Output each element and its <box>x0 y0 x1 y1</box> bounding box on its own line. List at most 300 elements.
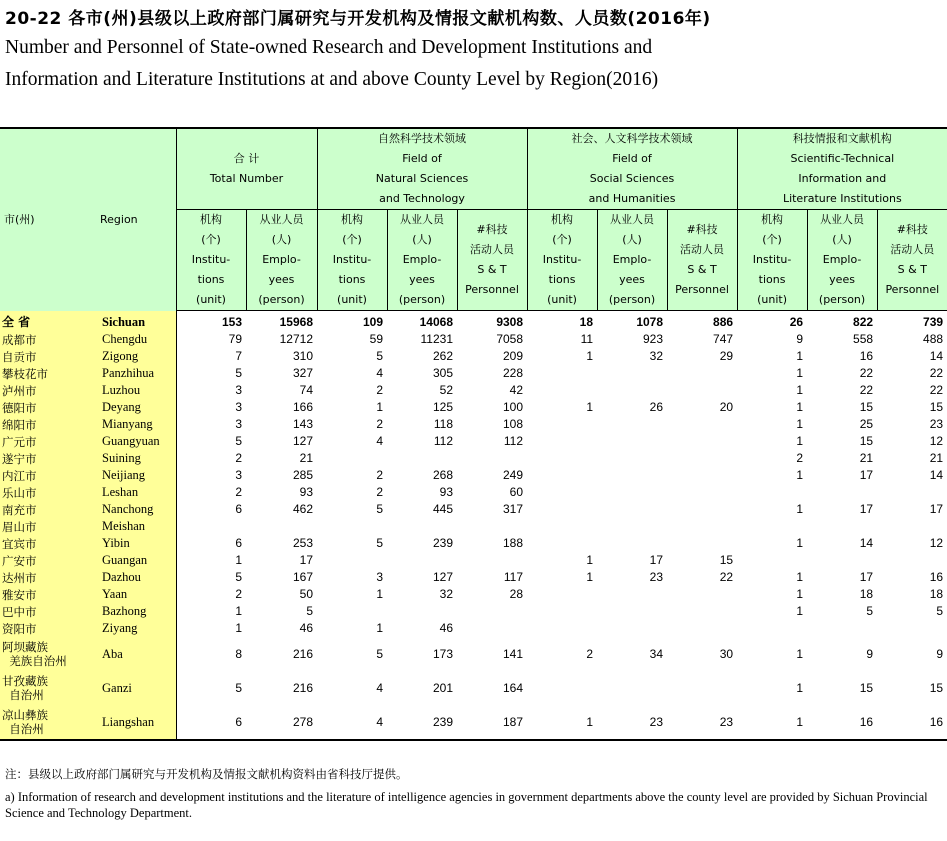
data-cell: 42 <box>509 383 524 397</box>
data-cell: 16 <box>859 349 874 363</box>
table-row <box>0 637 947 671</box>
region-name-en: Luzhou <box>90 382 176 399</box>
data-cell: 93 <box>299 485 313 499</box>
data-cell: 2 <box>586 646 594 661</box>
data-cell: 1 <box>235 621 242 635</box>
data-cell: 20 <box>719 400 734 414</box>
city-name-cn: 德阳市 <box>0 399 90 416</box>
data-cell <box>387 552 457 569</box>
data-cell: 5 <box>936 604 944 618</box>
data-cell: 21 <box>929 451 944 465</box>
city-name-cn: 内江市 <box>0 467 90 484</box>
data-cell: 1 <box>376 587 383 601</box>
data-cell: 26 <box>649 400 664 414</box>
data-cell: 15 <box>929 400 944 414</box>
data-cell: 5 <box>376 502 383 516</box>
data-cell: 1 <box>796 536 804 550</box>
data-cell: 14 <box>929 349 944 363</box>
data-cell: 22 <box>929 383 944 397</box>
data-cell: 164 <box>503 680 524 695</box>
data-cell <box>527 501 597 518</box>
social-st-personnel-header: #科技 活动人员 S & T Personnel <box>667 210 737 311</box>
data-cell: 166 <box>292 400 313 414</box>
data-cell: 17 <box>859 468 874 482</box>
data-cell: 12 <box>929 434 944 448</box>
data-cell: 3 <box>235 400 242 414</box>
data-cell: 5 <box>376 536 383 550</box>
data-cell <box>527 433 597 450</box>
data-cell: 1 <box>796 349 804 363</box>
data-cell: 239 <box>432 536 453 550</box>
data-cell: 74 <box>299 383 313 397</box>
data-cell: 1 <box>796 400 804 414</box>
data-cell: 18 <box>859 587 874 601</box>
city-name-cn: 雅安市 <box>0 586 90 603</box>
table-row <box>0 552 947 569</box>
data-cell: 141 <box>503 646 524 661</box>
data-cell <box>527 416 597 433</box>
city-name-cn: 宜宾市 <box>0 535 90 552</box>
data-cell <box>667 365 737 382</box>
city-name-cn: 凉山彝族 自治州 <box>0 705 90 740</box>
data-cell <box>597 365 667 382</box>
table-row <box>0 433 947 450</box>
data-cell: 21 <box>299 451 313 465</box>
data-cell: 17 <box>929 502 944 516</box>
data-cell: 79 <box>228 332 242 346</box>
table-row <box>0 603 947 620</box>
region-name-en: Neijiang <box>90 467 176 484</box>
data-cell <box>667 603 737 620</box>
data-cell <box>527 467 597 484</box>
data-cell: 8 <box>235 646 242 661</box>
city-name-cn: 广元市 <box>0 433 90 450</box>
city-column-header: 市(州) <box>0 128 90 311</box>
data-cell: 18 <box>579 315 594 329</box>
data-cell <box>877 620 947 637</box>
data-cell: 1 <box>796 417 804 431</box>
data-cell: 125 <box>432 400 453 414</box>
data-cell: 2 <box>235 485 242 499</box>
data-cell: 317 <box>503 502 524 516</box>
city-name-cn: 成都市 <box>0 331 90 348</box>
city-name-cn: 巴中市 <box>0 603 90 620</box>
data-cell: 1 <box>796 366 804 380</box>
data-cell: 108 <box>503 417 524 431</box>
page-title-en-line2: Information and Literature Institutions at and above County Level by Region(2016) <box>5 69 659 90</box>
city-name-cn: 绵阳市 <box>0 416 90 433</box>
data-cell: 1 <box>737 705 807 740</box>
group-header-social-sciences: 社会、人文科学技术领域 Field of Social Sciences and Humanities <box>527 128 737 210</box>
table-row <box>0 569 947 586</box>
data-cell <box>597 518 667 535</box>
data-cell: 15 <box>719 553 734 567</box>
data-cell: 143 <box>292 417 313 431</box>
data-cell: 9 <box>796 332 804 346</box>
information-institutions-header: 机构 (个) Institu- tions (unit) <box>737 210 807 311</box>
table-header <box>0 128 947 311</box>
information-employees-header: 从业人员 (人) Emplo- yees (person) <box>807 210 877 311</box>
data-cell <box>457 552 527 569</box>
data-cell: 305 <box>432 366 453 380</box>
data-cell: 923 <box>643 332 664 346</box>
data-cell: 117 <box>503 570 524 584</box>
data-cell <box>527 450 597 467</box>
data-cell: 3 <box>376 570 383 584</box>
data-cell <box>667 671 737 705</box>
data-cell: 310 <box>292 349 313 363</box>
data-cell <box>527 620 597 637</box>
data-cell: 5 <box>235 434 242 448</box>
data-cell: 21 <box>859 451 874 465</box>
data-cell: 2 <box>235 587 242 601</box>
data-cell: 17 <box>859 502 874 516</box>
data-cell: 1 <box>796 468 804 482</box>
region-name-en: Liangshan <box>90 705 176 740</box>
table-row <box>0 705 947 740</box>
data-cell: 1 <box>796 587 804 601</box>
region-name-en: Guangan <box>90 552 176 569</box>
table-row <box>0 671 947 705</box>
region-name-en: Nanchong <box>90 501 176 518</box>
data-cell <box>877 552 947 569</box>
data-cell <box>597 382 667 399</box>
data-cell <box>597 620 667 637</box>
data-cell: 3 <box>235 468 242 482</box>
data-cell <box>597 484 667 501</box>
data-cell <box>667 535 737 552</box>
data-cell <box>457 450 527 467</box>
data-cell: 6 <box>235 536 242 550</box>
region-name-en: Deyang <box>90 399 176 416</box>
table-row <box>0 348 947 365</box>
data-cell: 17 <box>299 553 313 567</box>
page-title-en-line1: Number and Personnel of State-owned Research and Development Institutions and <box>5 37 653 58</box>
data-cell <box>597 450 667 467</box>
data-cell: 22 <box>929 366 944 380</box>
region-name-en: Bazhong <box>90 603 176 620</box>
data-cell: 9 <box>866 646 874 661</box>
table-row <box>0 501 947 518</box>
data-cell: 2 <box>376 485 383 499</box>
data-cell: 46 <box>299 621 313 635</box>
data-cell <box>317 450 387 467</box>
data-cell <box>317 518 387 535</box>
natural-institutions-header: 机构 (个) Institu- tions (unit) <box>317 210 387 311</box>
region-column-header: Region <box>90 128 176 311</box>
information-st-personnel-header: #科技 活动人员 S & T Personnel <box>877 210 947 311</box>
data-cell <box>597 535 667 552</box>
data-cell: 239 <box>387 705 457 740</box>
data-cell: 112 <box>503 434 524 448</box>
data-cell: 14 <box>929 468 944 482</box>
region-name-en: Dazhou <box>90 569 176 586</box>
data-cell: 9 <box>936 646 944 661</box>
data-cell: 285 <box>292 468 313 482</box>
data-cell: 153 <box>221 315 242 329</box>
data-cell <box>667 433 737 450</box>
data-cell <box>597 433 667 450</box>
data-cell: 739 <box>923 315 944 329</box>
table-row <box>0 416 947 433</box>
data-cell: 18 <box>929 587 944 601</box>
data-cell <box>807 552 877 569</box>
footnote-cn: 注：县级以上政府部门属研究与开发机构及情报文献机构资料由省科技厅提供。 <box>5 767 408 781</box>
table-row <box>0 467 947 484</box>
data-cell: 5 <box>235 680 242 695</box>
data-cell: 17 <box>649 553 664 567</box>
data-cell: 60 <box>509 485 524 499</box>
data-cell: 16 <box>807 705 877 740</box>
data-cell: 9308 <box>496 315 524 329</box>
natural-employees-header: 从业人员 (人) Emplo- yees (person) <box>387 210 457 311</box>
data-cell: 488 <box>923 332 944 346</box>
data-cell: 187 <box>457 705 527 740</box>
data-cell: 1 <box>586 400 594 414</box>
city-name-cn: 乐山市 <box>0 484 90 501</box>
data-cell: 228 <box>503 366 524 380</box>
data-cell: 15 <box>859 400 874 414</box>
data-cell <box>457 620 527 637</box>
data-cell: 5 <box>235 570 242 584</box>
data-cell: 15 <box>859 680 874 695</box>
data-cell: 25 <box>859 417 874 431</box>
data-cell <box>457 603 527 620</box>
table-row <box>0 365 947 382</box>
data-cell: 1078 <box>636 315 664 329</box>
data-cell <box>667 518 737 535</box>
city-name-cn: 全 省 <box>0 311 90 332</box>
data-cell: 118 <box>433 417 453 431</box>
city-name-cn: 资阳市 <box>0 620 90 637</box>
data-cell: 216 <box>292 646 313 661</box>
region-name-en: Ganzi <box>90 671 176 705</box>
data-cell <box>597 501 667 518</box>
data-cell: 28 <box>509 587 524 601</box>
data-cell: 2 <box>376 417 383 431</box>
data-cell: 3 <box>235 383 242 397</box>
data-cell: 15968 <box>279 315 313 329</box>
data-cell: 16 <box>929 570 944 584</box>
data-cell: 6 <box>176 705 246 740</box>
data-cell <box>807 484 877 501</box>
data-cell <box>457 518 527 535</box>
data-cell: 1 <box>796 570 804 584</box>
city-name-cn: 广安市 <box>0 552 90 569</box>
data-cell: 253 <box>292 536 313 550</box>
data-cell <box>527 603 597 620</box>
data-cell: 1 <box>235 604 242 618</box>
social-employees-header: 从业人员 (人) Emplo- yees (person) <box>597 210 667 311</box>
data-cell: 14068 <box>419 315 453 329</box>
data-cell <box>737 620 807 637</box>
data-cell: 22 <box>859 383 874 397</box>
data-cell: 52 <box>439 383 453 397</box>
data-cell: 46 <box>439 621 453 635</box>
data-cell <box>527 535 597 552</box>
data-cell: 1 <box>527 705 597 740</box>
data-cell <box>387 518 457 535</box>
data-cell: 173 <box>432 646 453 661</box>
region-name-en: Yaan <box>90 586 176 603</box>
data-cell <box>317 552 387 569</box>
data-cell: 1 <box>796 604 804 618</box>
data-cell: 30 <box>719 646 734 661</box>
data-cell: 11 <box>580 332 594 346</box>
data-cell: 23 <box>649 570 664 584</box>
data-cell: 1 <box>796 383 804 397</box>
table-row <box>0 382 947 399</box>
data-cell: 209 <box>503 349 524 363</box>
data-cell <box>667 450 737 467</box>
data-cell: 249 <box>503 468 524 482</box>
data-cell: 12712 <box>279 332 313 346</box>
data-cell: 11231 <box>420 332 453 346</box>
region-name-en: Meishan <box>90 518 176 535</box>
data-cell <box>737 518 807 535</box>
city-name-cn: 甘孜藏族 自治州 <box>0 671 90 705</box>
data-cell <box>667 620 737 637</box>
data-cell: 167 <box>292 570 313 584</box>
data-cell: 5 <box>376 646 383 661</box>
data-cell: 268 <box>432 468 453 482</box>
data-cell <box>527 484 597 501</box>
data-cell: 2 <box>376 468 383 482</box>
city-name-cn: 自贡市 <box>0 348 90 365</box>
data-cell: 1 <box>376 400 383 414</box>
data-cell <box>667 484 737 501</box>
total-employees-header: 从业人员 (人) Emplo- yees (person) <box>246 210 317 311</box>
data-cell <box>807 518 877 535</box>
data-cell: 26 <box>789 315 804 329</box>
data-cell: 216 <box>292 680 313 695</box>
data-cell: 2 <box>376 383 383 397</box>
data-cell <box>387 450 457 467</box>
data-cell: 22 <box>719 570 734 584</box>
data-cell: 3 <box>235 417 242 431</box>
data-cell: 7 <box>235 349 242 363</box>
data-cell <box>597 586 667 603</box>
data-cell: 1 <box>586 553 594 567</box>
data-cell: 1 <box>235 553 242 567</box>
data-cell <box>597 467 667 484</box>
table-body <box>0 311 947 741</box>
data-cell: 15 <box>859 434 874 448</box>
data-cell <box>667 416 737 433</box>
data-cell: 59 <box>369 332 383 346</box>
data-cell: 4 <box>376 434 383 448</box>
data-cell: 23 <box>929 417 944 431</box>
data-cell <box>317 603 387 620</box>
region-name-en: Leshan <box>90 484 176 501</box>
group-header-information-institutions: 科技情报和文献机构 Scientific-Technical Information and Literature Institutions <box>737 128 947 210</box>
data-cell: 12 <box>929 536 944 550</box>
region-name-en: Ziyang <box>90 620 176 637</box>
city-name-cn: 达州市 <box>0 569 90 586</box>
data-cell: 50 <box>299 587 313 601</box>
data-cell: 127 <box>432 570 453 584</box>
region-name-en: Chengdu <box>90 331 176 348</box>
natural-st-personnel-header: #科技 活动人员 S & T Personnel <box>457 210 527 311</box>
data-cell: 5 <box>306 604 313 618</box>
data-cell <box>667 382 737 399</box>
data-cell <box>667 586 737 603</box>
data-cell: 5 <box>235 366 242 380</box>
data-cell: 5 <box>376 349 383 363</box>
region-name-en: Guangyuan <box>90 433 176 450</box>
data-cell: 462 <box>292 502 313 516</box>
table-row <box>0 450 947 467</box>
data-cell <box>246 518 317 535</box>
table-row <box>0 535 947 552</box>
table-row <box>0 484 947 501</box>
city-name-cn: 南充市 <box>0 501 90 518</box>
data-cell: 4 <box>317 705 387 740</box>
data-cell: 109 <box>362 315 383 329</box>
data-cell: 327 <box>292 366 313 380</box>
data-cell: 32 <box>649 349 664 363</box>
region-name-en: Suining <box>90 450 176 467</box>
table-row <box>0 331 947 348</box>
city-name-cn: 泸州市 <box>0 382 90 399</box>
data-cell: 23 <box>667 705 737 740</box>
data-cell <box>597 416 667 433</box>
total-institutions-header: 机构 (个) Institu- tions (unit) <box>176 210 246 311</box>
data-cell <box>877 484 947 501</box>
data-cell: 32 <box>439 587 453 601</box>
data-cell: 100 <box>503 400 524 414</box>
data-cell: 14 <box>859 536 874 550</box>
data-cell: 17 <box>859 570 874 584</box>
data-cell: 5 <box>866 604 874 618</box>
data-cell: 1 <box>586 570 594 584</box>
data-cell: 262 <box>432 349 453 363</box>
data-cell: 2 <box>235 451 242 465</box>
data-cell <box>737 552 807 569</box>
data-cell <box>527 671 597 705</box>
data-cell <box>877 518 947 535</box>
data-cell: 747 <box>713 332 734 346</box>
data-cell: 278 <box>246 705 317 740</box>
table-row <box>0 518 947 535</box>
data-cell: 1 <box>796 434 804 448</box>
region-name-en: Sichuan <box>90 311 176 332</box>
data-cell: 16 <box>877 705 947 740</box>
city-name-cn: 攀枝花市 <box>0 365 90 382</box>
region-name-en: Zigong <box>90 348 176 365</box>
table-row <box>0 399 947 416</box>
data-cell <box>807 620 877 637</box>
table-row <box>0 620 947 637</box>
data-cell: 1 <box>796 680 804 695</box>
social-institutions-header: 机构 (个) Institu- tions (unit) <box>527 210 597 311</box>
data-cell: 7058 <box>496 332 524 346</box>
page-title-cn: 20-22 各市(州)县级以上政府部门属研究与开发机构及情报文献机构数、人员数(2016年) <box>5 9 711 29</box>
data-cell: 1 <box>796 646 804 661</box>
data-cell <box>527 382 597 399</box>
data-cell: 15 <box>929 680 944 695</box>
data-cell: 22 <box>859 366 874 380</box>
data-cell: 4 <box>376 680 383 695</box>
data-cell: 4 <box>376 366 383 380</box>
data-cell: 112 <box>433 434 453 448</box>
statistics-table <box>0 127 947 741</box>
city-name-cn: 阿坝藏族 羌族自治州 <box>0 637 90 671</box>
data-cell: 886 <box>713 315 734 329</box>
group-header-total: 合 计 Total Number <box>176 128 317 210</box>
city-name-cn: 眉山市 <box>0 518 90 535</box>
table-row-total <box>0 311 947 332</box>
